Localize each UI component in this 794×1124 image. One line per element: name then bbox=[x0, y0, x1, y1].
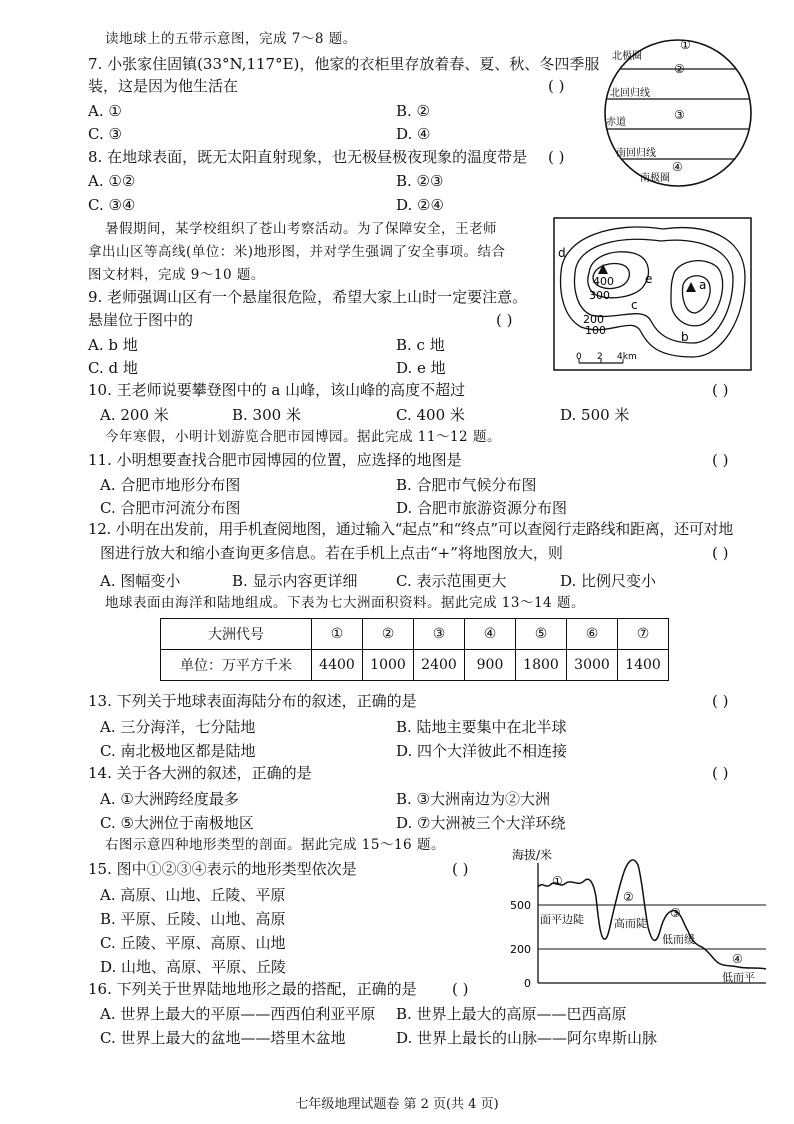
q12-option-b[interactable]: B. 显示内容更详细 bbox=[232, 572, 358, 590]
q11-stem: 11. 小明想要查找合肥市园博园的位置，应选择的地图是 bbox=[88, 451, 462, 469]
peak-triangle-icon bbox=[598, 264, 608, 274]
zone-3-label: ③ bbox=[674, 108, 685, 122]
intro-9-10-line2: 拿出山区等高线(单位：米)地形图，并对学生强调了安全事项。结合 bbox=[88, 244, 506, 260]
q7-option-b[interactable]: B. ② bbox=[396, 102, 431, 120]
table-header-row bbox=[161, 619, 669, 650]
contour-label-200: 200 bbox=[583, 313, 604, 326]
point-d-label: d bbox=[558, 246, 566, 260]
q13-option-c[interactable]: C. 南北极地区都是陆地 bbox=[100, 742, 256, 760]
profile-marker-3: ③ bbox=[670, 906, 681, 920]
q8-option-a[interactable]: A. ①② bbox=[88, 172, 136, 190]
scale-2: 2 bbox=[597, 352, 603, 362]
table-cell: 3000 bbox=[567, 650, 618, 681]
scale-4km: 4km bbox=[617, 352, 637, 362]
profile-desc-3: 低而缓 bbox=[662, 933, 695, 946]
q10-stem: 10. 王老师说要攀登图中的 a 山峰，该山峰的高度不超过 bbox=[88, 381, 466, 399]
peak-a-triangle-icon bbox=[686, 282, 696, 292]
q9-stem-line1: 9. 老师强调山区有一个悬崖很危险，希望大家上山时一定要注意。 bbox=[88, 288, 528, 306]
q14-option-a[interactable]: A. ①大洲跨经度最多 bbox=[100, 790, 239, 808]
q15-stem: 15. 图中①②③④表示的地形类型依次是 bbox=[88, 860, 357, 878]
q9-option-d[interactable]: D. e 地 bbox=[396, 359, 446, 377]
table-header-cell: ③ bbox=[414, 619, 465, 650]
profile-tick-200: 200 bbox=[510, 943, 531, 956]
q16-answer-paren[interactable]: ( ) bbox=[452, 980, 469, 998]
scale-0: 0 bbox=[576, 352, 582, 362]
table-header-cell: ④ bbox=[465, 619, 516, 650]
q9-option-b[interactable]: B. c 地 bbox=[396, 336, 445, 354]
tropic-of-capricorn-label: 南回归线 bbox=[616, 148, 656, 159]
intro-9-10-line3: 图文材料，完成 9～10 题。 bbox=[88, 267, 265, 283]
q8-option-b[interactable]: B. ②③ bbox=[396, 172, 444, 190]
q9-option-c[interactable]: C. d 地 bbox=[88, 359, 138, 377]
zone-2-label: ② bbox=[674, 62, 685, 76]
contour-map bbox=[553, 217, 753, 372]
intro-9-10-line1: 暑假期间，某学校组织了苍山考察活动。为了保障安全，王老师 bbox=[105, 221, 497, 237]
zone-1-label: ① bbox=[680, 38, 691, 52]
q12-stem-line2: 图进行放大和缩小查询更多信息。若在手机上点击“+”将地图放大，则 bbox=[100, 544, 563, 562]
table-cell: 4400 bbox=[312, 650, 363, 681]
q14-option-b[interactable]: B. ③大洲南边为②大洲 bbox=[396, 790, 551, 808]
table-cell: 1400 bbox=[618, 650, 669, 681]
profile-desc-1: 面平边陡 bbox=[540, 913, 584, 926]
q7-option-d[interactable]: D. ④ bbox=[396, 125, 431, 143]
q9-stem-line2: 悬崖位于图中的 bbox=[88, 311, 194, 329]
q13-option-d[interactable]: D. 四个大洋彼此不相连接 bbox=[396, 742, 568, 760]
table-cell: 1000 bbox=[363, 650, 414, 681]
q9-option-a[interactable]: A. b 地 bbox=[88, 336, 138, 354]
profile-desc-2: 高而陡 bbox=[614, 917, 647, 930]
intro-11-12: 今年寒假，小明计划游览合肥市园博园。据此完成 11～12 题。 bbox=[105, 429, 501, 445]
terrain-profile-diagram bbox=[508, 845, 770, 990]
q10-option-a[interactable]: A. 200 米 bbox=[100, 406, 169, 424]
q13-option-b[interactable]: B. 陆地主要集中在北半球 bbox=[396, 718, 567, 736]
page-footer: 七年级地理试题卷 第 2 页(共 4 页) bbox=[295, 1097, 499, 1112]
q15-option-a[interactable]: A. 高原、山地、丘陵、平原 bbox=[100, 886, 286, 904]
q12-option-d[interactable]: D. 比例尺变小 bbox=[560, 572, 657, 590]
table-header-cell: 大洲代号 bbox=[161, 619, 312, 650]
profile-desc-4: 低而平 bbox=[722, 971, 755, 984]
point-e-label: e bbox=[645, 272, 653, 286]
table-cell: 2400 bbox=[414, 650, 465, 681]
table-header-cell: ① bbox=[312, 619, 363, 650]
profile-tick-500: 500 bbox=[510, 899, 531, 912]
table-cell: 单位：万平方千米 bbox=[161, 650, 312, 681]
q7-option-a[interactable]: A. ① bbox=[88, 102, 122, 120]
contour-label-400: 400 bbox=[593, 275, 614, 288]
q16-option-c[interactable]: C. 世界上最大的盆地——塔里木盆地 bbox=[100, 1029, 346, 1047]
profile-y-axis-label: 海拔/米 bbox=[512, 848, 553, 862]
south-polar-circle-label: 南极圈 bbox=[640, 173, 670, 184]
continent-area-table bbox=[160, 618, 669, 681]
q7-stem-line1: 7. 小张家住固镇(33°N,117°E)，他家的衣柜里存放着春、夏、秋、冬四季服 bbox=[88, 55, 600, 73]
q16-stem: 16. 下列关于世界陆地地形之最的搭配，正确的是 bbox=[88, 980, 417, 998]
table-row bbox=[161, 650, 669, 681]
intro-15-16: 右图示意四种地形类型的剖面。据此完成 15～16 题。 bbox=[105, 837, 445, 853]
q11-option-d[interactable]: D. 合肥市旅游资源分布图 bbox=[396, 499, 568, 517]
table-cell: 900 bbox=[465, 650, 516, 681]
equator-label: 赤道 bbox=[606, 117, 626, 128]
q14-option-c[interactable]: C. ⑤大洲位于南极地区 bbox=[100, 814, 254, 832]
q11-answer-paren[interactable]: ( ) bbox=[712, 451, 729, 469]
point-c-label: c bbox=[631, 298, 638, 312]
profile-marker-1: ① bbox=[552, 874, 563, 888]
q11-option-b[interactable]: B. 合肥市气候分布图 bbox=[396, 476, 537, 494]
zone-4-label: ④ bbox=[672, 160, 683, 174]
five-zones-diagram bbox=[602, 33, 754, 193]
point-b-label: b bbox=[681, 330, 689, 344]
q15-option-b[interactable]: B. 平原、丘陵、山地、高原 bbox=[100, 910, 286, 928]
q13-option-a[interactable]: A. 三分海洋，七分陆地 bbox=[100, 718, 256, 736]
q14-stem: 14. 关于各大洲的叙述，正确的是 bbox=[88, 764, 312, 782]
q8-option-d[interactable]: D. ②④ bbox=[396, 196, 444, 214]
tropic-of-cancer-label: 北回归线 bbox=[610, 88, 650, 99]
q8-answer-paren[interactable]: ( ) bbox=[548, 148, 565, 166]
table-header-cell: ⑥ bbox=[567, 619, 618, 650]
table-header-cell: ② bbox=[363, 619, 414, 650]
q14-answer-paren[interactable]: ( ) bbox=[712, 764, 729, 782]
q8-stem: 8. 在地球表面，既无太阳直射现象，也无极昼极夜现象的温度带是 bbox=[88, 148, 528, 166]
profile-marker-4: ④ bbox=[732, 952, 743, 966]
q15-answer-paren[interactable]: ( ) bbox=[452, 860, 469, 878]
q11-option-c[interactable]: C. 合肥市河流分布图 bbox=[100, 499, 241, 517]
q16-option-b[interactable]: B. 世界上最大的高原——巴西高原 bbox=[396, 1005, 627, 1023]
q10-option-c[interactable]: C. 400 米 bbox=[396, 406, 465, 424]
table-header-cell: ⑦ bbox=[618, 619, 669, 650]
q13-answer-paren[interactable]: ( ) bbox=[712, 692, 729, 710]
profile-tick-0: 0 bbox=[524, 977, 531, 990]
q8-option-c[interactable]: C. ③④ bbox=[88, 196, 136, 214]
q9-answer-paren[interactable]: ( ) bbox=[496, 311, 513, 329]
q15-option-c[interactable]: C. 丘陵、平原、高原、山地 bbox=[100, 934, 286, 952]
q10-option-d[interactable]: D. 500 米 bbox=[560, 406, 630, 424]
q7-stem-line2: 装，这是因为他生活在 bbox=[88, 77, 239, 95]
point-a-label: a bbox=[699, 278, 707, 292]
intro-7-8: 读地球上的五带示意图，完成 7～8 题。 bbox=[105, 31, 357, 47]
q12-option-a[interactable]: A. 图幅变小 bbox=[100, 572, 181, 590]
contour-label-100: 100 bbox=[585, 324, 606, 337]
q13-stem: 13. 下列关于地球表面海陆分布的叙述，正确的是 bbox=[88, 692, 417, 710]
q10-option-b[interactable]: B. 300 米 bbox=[232, 406, 301, 424]
q15-option-d[interactable]: D. 山地、高原、平原、丘陵 bbox=[100, 958, 287, 976]
table-header-cell: ⑤ bbox=[516, 619, 567, 650]
contour-label-300: 300 bbox=[589, 289, 610, 302]
intro-13-14: 地球表面由海洋和陆地组成。下表为七大洲面积资料。据此完成 13～14 题。 bbox=[105, 595, 585, 611]
q12-option-c[interactable]: C. 表示范围更大 bbox=[396, 572, 507, 590]
table-cell: 1800 bbox=[516, 650, 567, 681]
q7-answer-paren[interactable]: ( ) bbox=[548, 77, 565, 95]
q16-option-d[interactable]: D. 世界上最长的山脉——阿尔卑斯山脉 bbox=[396, 1029, 658, 1047]
q11-option-a[interactable]: A. 合肥市地形分布图 bbox=[100, 476, 241, 494]
north-polar-circle-label: 北极圈 bbox=[612, 51, 642, 62]
profile-marker-2: ② bbox=[623, 890, 634, 904]
q14-option-d[interactable]: D. ⑦大洲被三个大洋环绕 bbox=[396, 814, 566, 832]
q12-stem-line1: 12. 小明在出发前，用手机查阅地图，通过输入“起点”和“终点”可以查阅行走路线和距离，还可对地 bbox=[88, 520, 733, 538]
q16-option-a[interactable]: A. 世界上最大的平原——西西伯利亚平原 bbox=[100, 1005, 376, 1023]
q10-answer-paren[interactable]: ( ) bbox=[712, 381, 729, 399]
q7-option-c[interactable]: C. ③ bbox=[88, 125, 122, 143]
q12-answer-paren[interactable]: ( ) bbox=[712, 544, 729, 562]
